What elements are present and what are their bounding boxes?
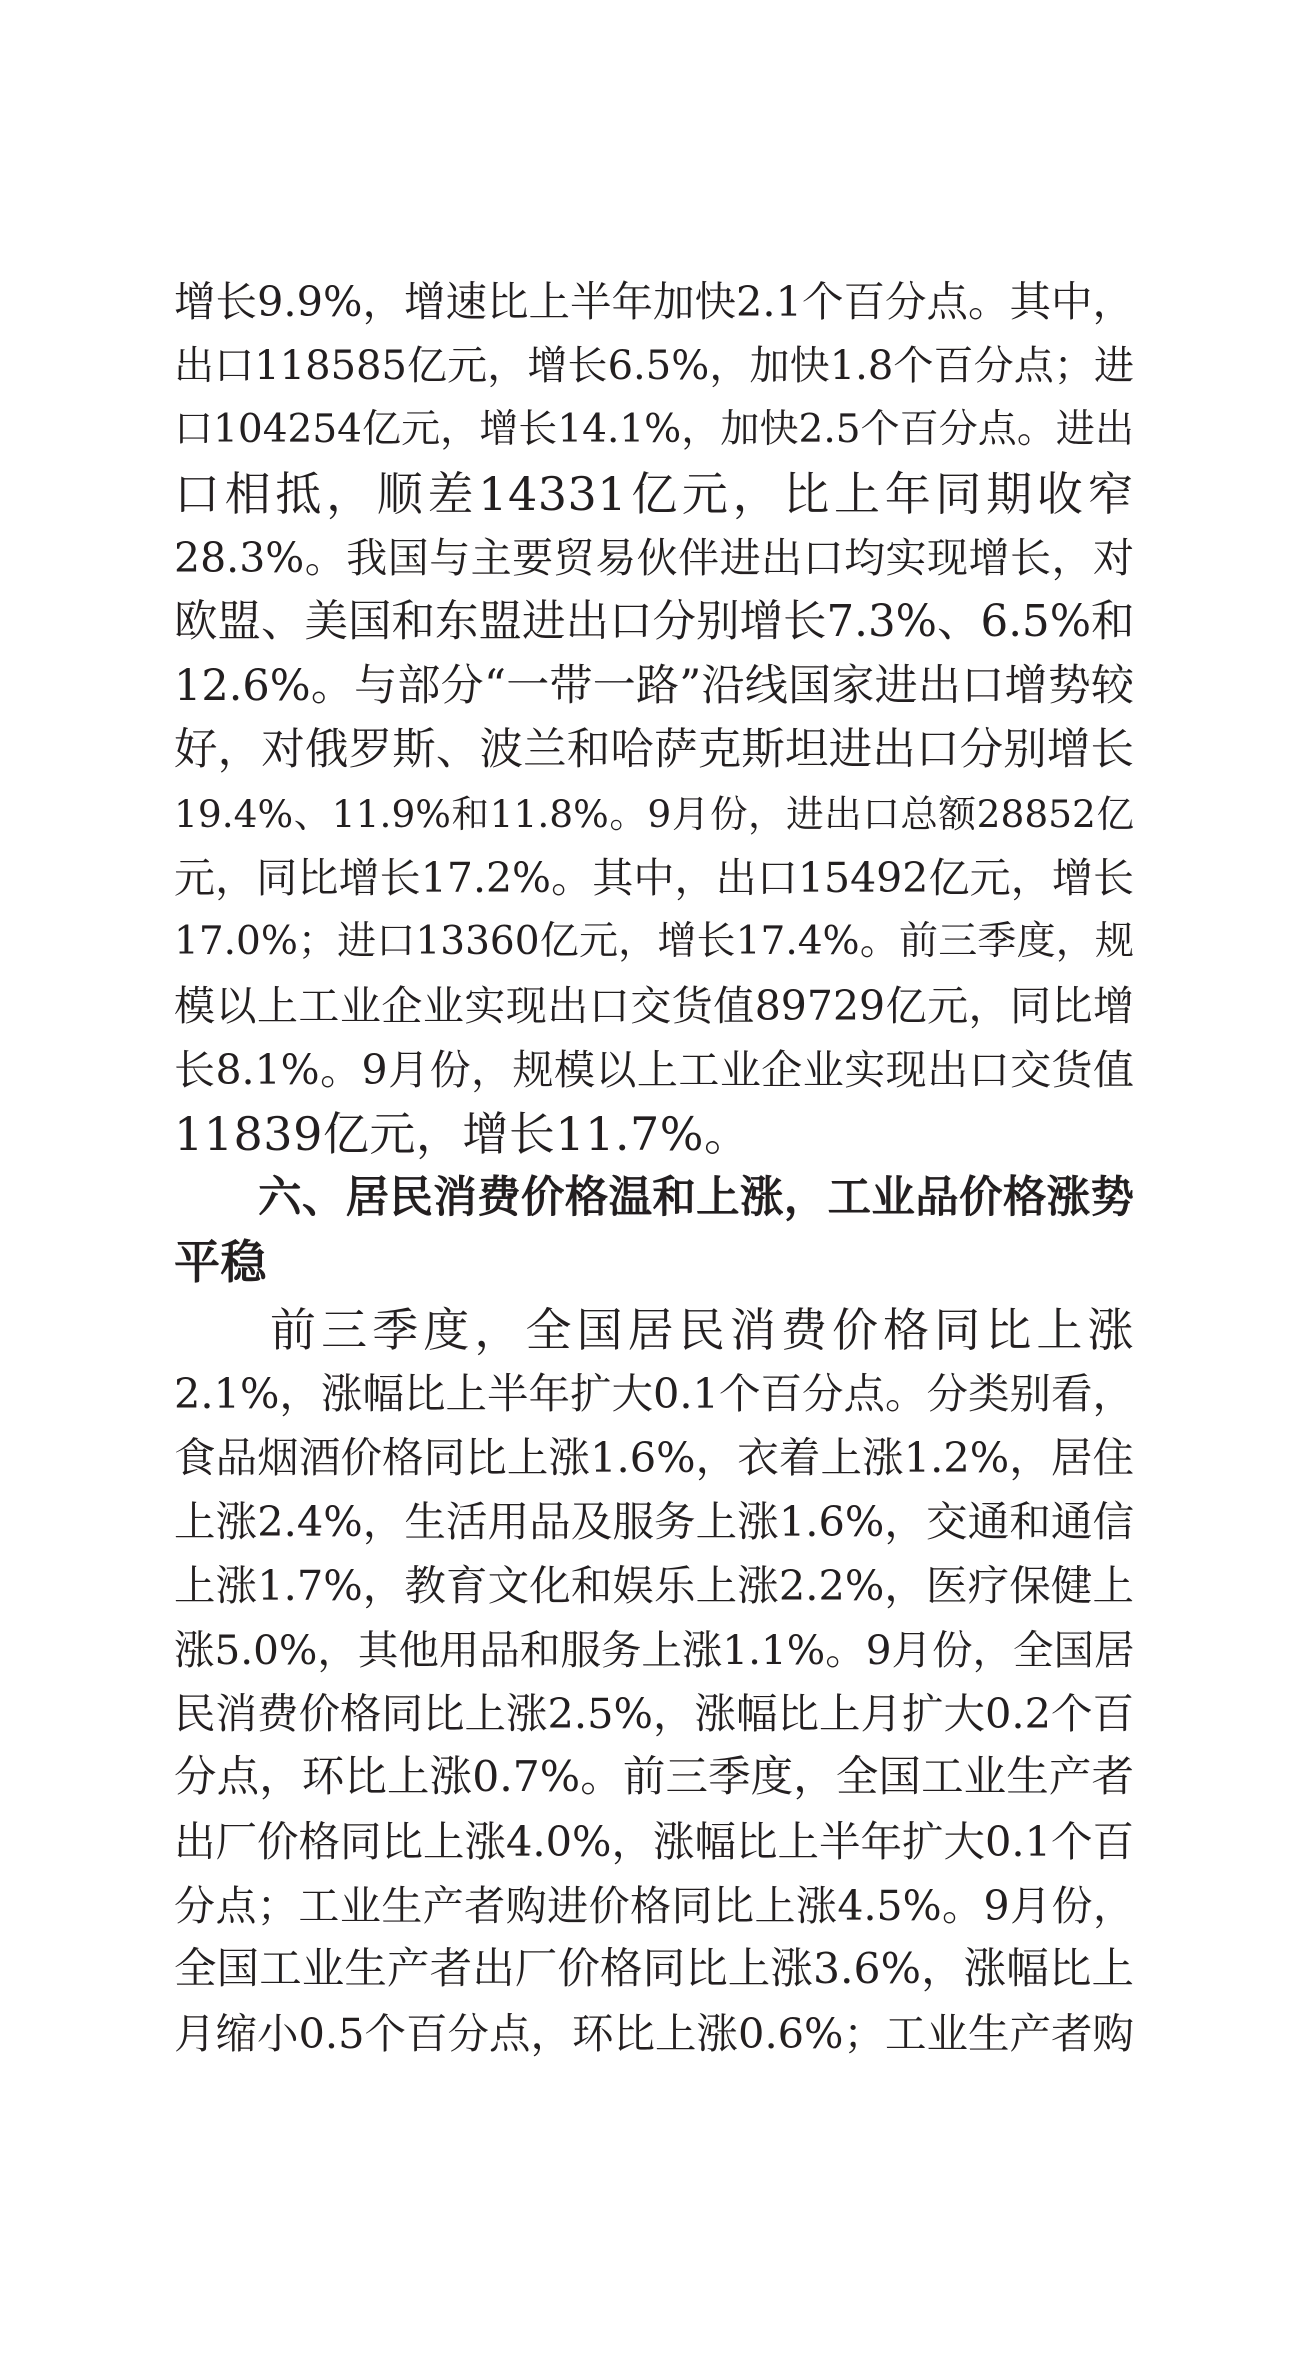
text-line: 2.1%，涨幅比上半年扩大0.1个百分点。分类别看， (174, 1369, 1134, 1418)
text-line: 19.4%、11.9%和11.8%。9月份，进出口总额28852亿 (174, 792, 1134, 836)
text-line: 出厂价格同比上涨4.0%，涨幅比上半年扩大0.1个百 (174, 1817, 1134, 1866)
text-line: 分点；工业生产者购进价格同比上涨4.5%。9月份， (174, 1882, 1134, 1930)
section-heading-continuation: 平稳 (174, 1235, 267, 1289)
text-line: 全国工业生产者出厂价格同比上涨3.6%，涨幅比上 (174, 1945, 1134, 1994)
text-line: 口相抵，顺差14331亿元，比上年同期收窄 (174, 467, 1134, 521)
text-line: 口104254亿元，增长14.1%，加快2.5个百分点。进出 (174, 407, 1134, 452)
text-line: 长8.1%。9月份，规模以上工业企业实现出口交货值 (174, 1046, 1134, 1094)
text-line: 欧盟、美国和东盟进出口分别增长7.3%、6.5%和 (174, 597, 1135, 647)
text-line: 分点，环比上涨0.7%。前三季度，全国工业生产者 (174, 1753, 1134, 1802)
text-line: 上涨2.4%，生活用品及服务上涨1.6%，交通和通信 (174, 1497, 1134, 1546)
text-line: 上涨1.7%，教育文化和娱乐上涨2.2%，医疗保健上 (174, 1561, 1134, 1610)
text-line: 17.0%；进口13360亿元，增长17.4%。前三季度，规 (174, 919, 1134, 964)
text-line: 11839亿元，增长11.7%。 (174, 1107, 751, 1161)
text-line: 好，对俄罗斯、波兰和哈萨克斯坦进出口分别增长 (174, 725, 1134, 775)
text-line: 模以上工业企业实现出口交货值89729亿元，同比增 (174, 982, 1134, 1030)
text-line: 食品烟酒价格同比上涨1.6%，衣着上涨1.2%，居住 (174, 1433, 1134, 1482)
section-heading: 六、居民消费价格温和上涨，工业品价格涨势 (258, 1173, 1134, 1223)
text-line: 28.3%。我国与主要贸易伙伴进出口均实现增长，对 (174, 534, 1134, 582)
text-line: 月缩小0.5个百分点，环比上涨0.6%；工业生产者购 (174, 2009, 1134, 2058)
text-line: 出口118585亿元，增长6.5%，加快1.8个百分点；进 (174, 343, 1134, 389)
paragraph-first-line: 前三季度，全国居民消费价格同比上涨 (270, 1303, 1134, 1357)
text-line: 民消费价格同比上涨2.5%，涨幅比上月扩大0.2个百 (174, 1689, 1134, 1738)
text-line: 增长9.9%，增速比上半年加快2.1个百分点。其中， (174, 277, 1134, 326)
text-line: 涨5.0%，其他用品和服务上涨1.1%。9月份，全国居 (174, 1626, 1135, 1674)
text-line: 元，同比增长17.2%。其中，出口15492亿元，增长 (174, 854, 1134, 902)
text-line: 12.6%。与部分“一带一路”沿线国家进出口增势较 (174, 661, 1134, 711)
